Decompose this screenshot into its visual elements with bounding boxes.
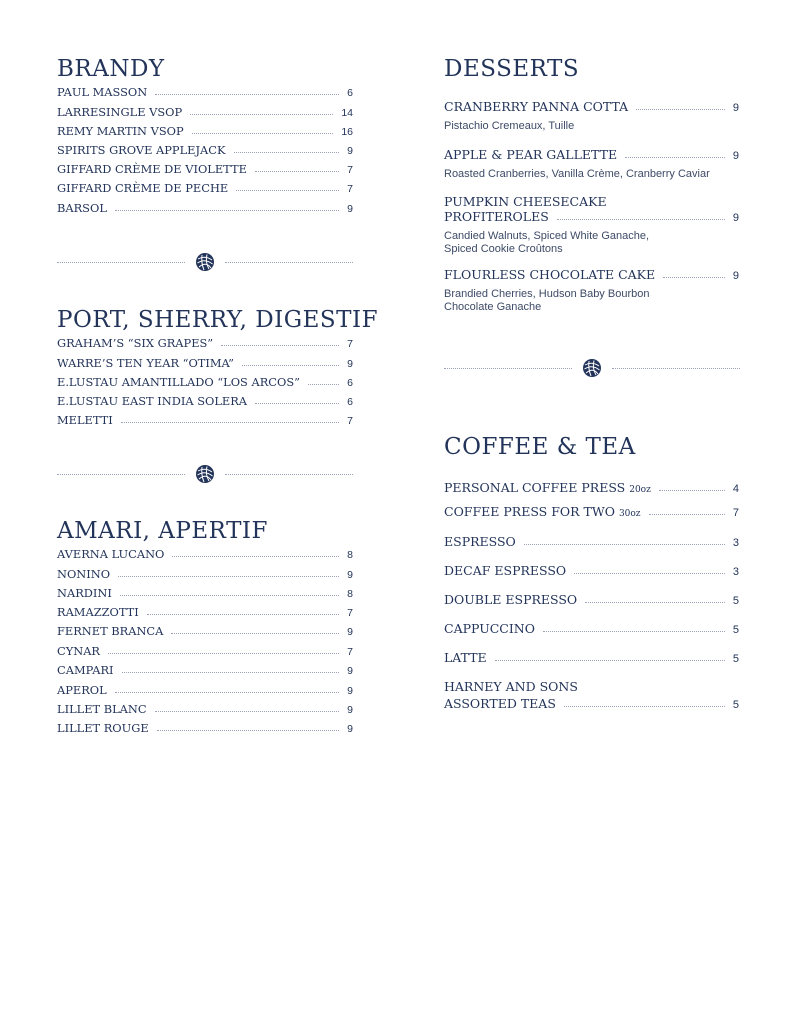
menu-item bbox=[444, 696, 740, 712]
yarn-ball-icon bbox=[195, 464, 215, 484]
item-price: 9 bbox=[347, 203, 353, 215]
dessert-item bbox=[444, 194, 740, 256]
leader-dots bbox=[147, 614, 339, 615]
item-price: 3 bbox=[732, 537, 739, 549]
menu-item bbox=[57, 181, 353, 201]
item-price: 7 bbox=[347, 646, 353, 658]
item-price: 5 bbox=[732, 595, 739, 607]
menu-item bbox=[444, 504, 740, 534]
yarn-ball-icon bbox=[195, 252, 215, 272]
leader-dots bbox=[543, 631, 725, 632]
leader-dots bbox=[255, 171, 339, 172]
item-name: SPIRITS GROVE APPLEJACK bbox=[57, 143, 226, 157]
item-name: ESPRESSO bbox=[444, 534, 516, 549]
leader-dots bbox=[585, 602, 725, 603]
item-price: 7 bbox=[347, 607, 353, 619]
item-name-line1: PUMPKIN CHEESECAKE bbox=[444, 194, 607, 209]
menu-item bbox=[444, 534, 740, 563]
leader-dots bbox=[155, 94, 339, 95]
item-price: 9 bbox=[347, 626, 353, 638]
leader-dots bbox=[172, 556, 339, 557]
leader-dots bbox=[495, 660, 725, 661]
item-name: ASSORTED TEAS bbox=[444, 696, 556, 711]
item-price: 5 bbox=[732, 653, 739, 665]
menu-item bbox=[57, 702, 353, 721]
leader-dots bbox=[115, 692, 339, 693]
item-price: 9 bbox=[347, 358, 353, 370]
leader-dots bbox=[115, 210, 339, 211]
menu-item bbox=[444, 480, 740, 504]
item-name: APPLE & PEAR GALLETTE bbox=[444, 147, 618, 162]
item-name: NARDINI bbox=[57, 586, 112, 600]
leader-dots bbox=[122, 672, 340, 673]
menu-item bbox=[444, 650, 740, 679]
item-name: MELETTI bbox=[57, 413, 113, 427]
item-name: RAMAZZOTTI bbox=[57, 605, 139, 619]
item-name: LATTE bbox=[444, 650, 487, 665]
menu-item bbox=[444, 592, 740, 621]
item-name: PROFITEROLES bbox=[444, 209, 549, 224]
item-name: APEROL bbox=[57, 683, 107, 697]
menu-item bbox=[57, 567, 353, 586]
item-price: 9 bbox=[732, 212, 739, 224]
item-price: 5 bbox=[732, 699, 739, 711]
item-size: 20oz bbox=[629, 485, 651, 495]
item-price: 6 bbox=[347, 396, 353, 408]
item-price: 16 bbox=[341, 126, 353, 138]
item-price: 6 bbox=[347, 87, 353, 99]
menu-item bbox=[57, 124, 353, 143]
item-price: 8 bbox=[347, 549, 353, 561]
item-name: E.LUSTAU EAST INDIA SOLERA bbox=[57, 394, 248, 408]
item-price: 7 bbox=[347, 164, 353, 176]
leader-dots bbox=[625, 157, 725, 158]
item-name: CAMPARI bbox=[57, 663, 114, 677]
item-description: Brandied Cherries, Hudson Baby Bourbon Chocolate Ganache bbox=[444, 288, 650, 313]
item-price: 9 bbox=[347, 723, 353, 735]
brandy-heading: BRANDY bbox=[57, 56, 165, 82]
item-name: PERSONAL COFFEE PRESS 20oz bbox=[444, 480, 651, 495]
menu-item bbox=[57, 586, 353, 605]
menu-item bbox=[444, 563, 740, 592]
menu-item bbox=[57, 375, 353, 394]
leader-dots bbox=[308, 384, 339, 385]
port-sherry-digestif-section bbox=[57, 306, 379, 432]
leader-dots bbox=[564, 706, 725, 707]
item-name: PAUL MASSON bbox=[57, 85, 148, 99]
item-name: BARSOL bbox=[57, 201, 107, 215]
item-name: WARRE’S TEN YEAR “OTIMA” bbox=[57, 356, 234, 370]
item-name: DOUBLE ESPRESSO bbox=[444, 592, 578, 607]
leader-dots bbox=[649, 514, 725, 515]
menu-item bbox=[57, 201, 353, 220]
desserts-section bbox=[444, 55, 740, 313]
menu-item bbox=[57, 605, 353, 624]
menu-item bbox=[57, 394, 353, 413]
menu-item bbox=[57, 663, 353, 683]
item-price: 9 bbox=[347, 665, 353, 677]
leader-dots bbox=[190, 114, 333, 115]
item-price: 14 bbox=[341, 107, 353, 119]
item-name: DECAF ESPRESSO bbox=[444, 563, 567, 578]
leader-dots bbox=[221, 345, 339, 346]
menu-item bbox=[57, 721, 353, 740]
item-description: Roasted Cranberries, Vanilla Crème, Cranberry Caviar bbox=[444, 168, 710, 180]
leader-dots bbox=[236, 190, 339, 191]
item-name-line1: HARNEY AND SONS bbox=[444, 679, 578, 694]
leader-dots bbox=[155, 711, 340, 712]
leader-dots bbox=[524, 544, 725, 545]
leader-dots bbox=[234, 152, 340, 153]
item-price: 9 bbox=[347, 704, 353, 716]
menu-item bbox=[57, 683, 353, 702]
leader-dots bbox=[118, 576, 339, 577]
leader-dots bbox=[242, 365, 339, 366]
menu-item bbox=[57, 336, 353, 356]
leader-dots bbox=[120, 595, 339, 596]
menu-item bbox=[57, 162, 353, 181]
item-price: 3 bbox=[732, 566, 739, 578]
menu-item bbox=[57, 105, 353, 124]
item-price: 8 bbox=[347, 588, 353, 600]
leader-dots bbox=[171, 633, 339, 634]
menu-item bbox=[57, 356, 353, 375]
amari-heading: AMARI, APERTIF bbox=[57, 518, 268, 544]
leader-dots bbox=[663, 277, 725, 278]
item-price: 9 bbox=[732, 270, 739, 282]
section-divider bbox=[57, 252, 353, 272]
item-name: NONINO bbox=[57, 567, 111, 581]
item-name: LILLET ROUGE bbox=[57, 721, 149, 735]
item-description: Candied Walnuts, Spiced White Ganache, Spiced Cookie Croûtons bbox=[444, 230, 650, 255]
item-name: GIFFARD CRÈME DE VIOLETTE bbox=[57, 162, 247, 176]
item-name: REMY MARTIN VSOP bbox=[57, 124, 184, 138]
section-divider bbox=[444, 358, 740, 378]
menu-item bbox=[57, 143, 353, 162]
item-price: 9 bbox=[732, 102, 739, 114]
dessert-item bbox=[444, 99, 740, 133]
item-name: E.LUSTAU AMANTILLADO “LOS ARCOS” bbox=[57, 375, 300, 389]
item-name: FERNET BRANCA bbox=[57, 624, 164, 638]
item-name: COFFEE PRESS FOR TWO 30oz bbox=[444, 504, 641, 519]
item-price: 4 bbox=[732, 483, 739, 495]
coffee-tea-section bbox=[444, 433, 740, 711]
item-name: CAPPUCCINO bbox=[444, 621, 535, 636]
item-price: 9 bbox=[347, 685, 353, 697]
menu-item bbox=[57, 85, 353, 105]
item-name: AVERNA LUCANO bbox=[57, 547, 165, 561]
port-heading: PORT, SHERRY, DIGESTIF bbox=[57, 307, 379, 333]
item-price: 7 bbox=[347, 415, 353, 427]
leader-dots bbox=[121, 422, 339, 423]
leader-dots bbox=[636, 109, 725, 110]
item-name: FLOURLESS CHOCOLATE CAKE bbox=[444, 267, 656, 282]
dessert-item bbox=[444, 147, 740, 181]
desserts-heading: DESSERTS bbox=[444, 56, 580, 82]
item-name: LARRESINGLE VSOP bbox=[57, 105, 183, 119]
item-price: 5 bbox=[732, 624, 739, 636]
item-price: 9 bbox=[732, 150, 739, 162]
item-price: 7 bbox=[347, 338, 353, 350]
menu-item bbox=[57, 624, 353, 644]
item-price: 9 bbox=[347, 145, 353, 157]
leader-dots bbox=[108, 653, 339, 654]
amari-apertif-section bbox=[57, 517, 353, 740]
leader-dots bbox=[192, 133, 334, 134]
item-name: GIFFARD CRÈME DE PECHE bbox=[57, 181, 229, 195]
menu-item bbox=[57, 547, 353, 567]
leader-dots bbox=[157, 730, 340, 731]
leader-dots bbox=[255, 403, 339, 404]
leader-dots bbox=[659, 490, 725, 491]
item-price: 7 bbox=[347, 183, 353, 195]
brandy-section bbox=[57, 55, 353, 220]
item-name: CRANBERRY PANNA COTTA bbox=[444, 99, 629, 114]
menu-item bbox=[57, 413, 353, 432]
leader-dots bbox=[557, 219, 725, 220]
item-price: 7 bbox=[732, 507, 739, 519]
coffee-heading: COFFEE & TEA bbox=[444, 434, 636, 460]
item-name: LILLET BLANC bbox=[57, 702, 147, 716]
item-size: 30oz bbox=[618, 509, 641, 519]
menu-item bbox=[444, 621, 740, 650]
item-price: 9 bbox=[347, 569, 353, 581]
item-description: Pistachio Cremeaux, Tuille bbox=[444, 120, 575, 132]
item-name: CYNAR bbox=[57, 644, 101, 658]
dessert-item bbox=[444, 267, 740, 314]
section-divider bbox=[57, 464, 353, 484]
yarn-ball-icon bbox=[582, 358, 602, 378]
menu-item bbox=[57, 644, 353, 663]
item-name: GRAHAM’S “SIX GRAPES” bbox=[57, 336, 214, 350]
item-price: 6 bbox=[347, 377, 353, 389]
leader-dots bbox=[574, 573, 725, 574]
